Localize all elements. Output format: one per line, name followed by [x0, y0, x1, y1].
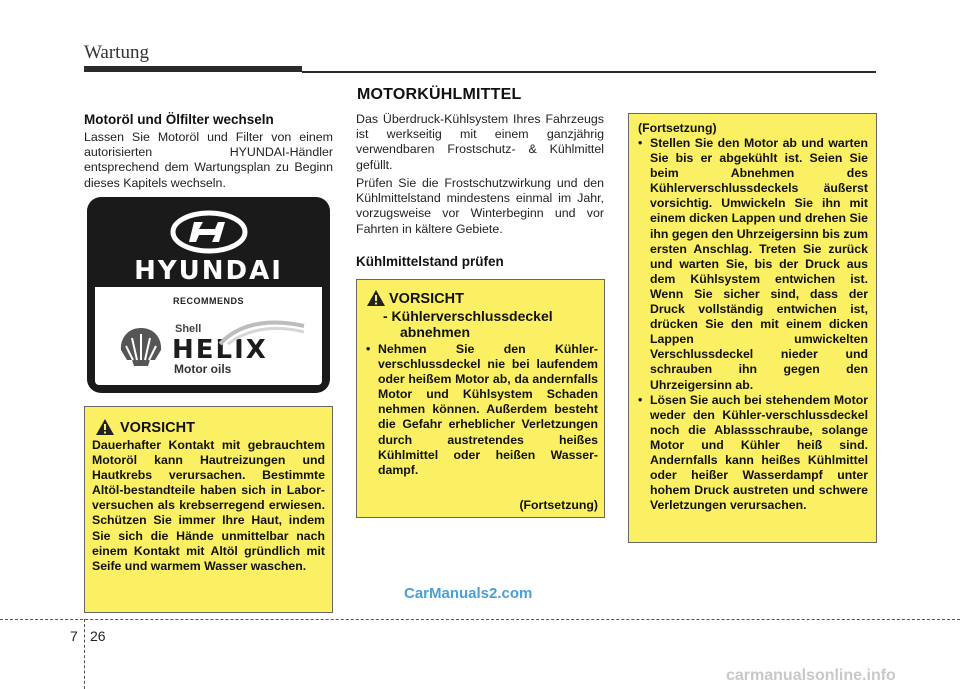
radiator-warning-subtitle-line1: - Kühlerverschlussdeckel — [383, 308, 553, 324]
radiator-warning-list — [366, 342, 598, 478]
radiator-warning-subtitle-line2: abnehmen — [400, 324, 471, 340]
watermark-carmanualsonline: carmanualsonline.info — [726, 667, 896, 684]
header-rule-thin — [302, 71, 876, 73]
recommends-label: RECOMMENDS — [172, 296, 244, 306]
list-item: • Lösen Sie auch bei stehendem Motor weder den Kühler-verschlussdeckel noch die Ablassschraube, solange Motor und Kühler heiß sind. Andernfalls kann heißes Kühlmittel oder heißer Wasserdampf unter hohem Druck austreten und schwere Verletzungen verursachen. — [638, 393, 868, 514]
oil-warning-title: VORSICHT — [120, 420, 195, 436]
hyundai-wordmark: HYUNDAI — [134, 256, 283, 286]
list-item: • Stellen Sie den Motor ab und warten Sie bis er abgekühlt ist. Seien Sie beim Abnehmen des Kühlerverschlussdeckels äußerst vorsichtig. Umwickeln Sie ihn mit einem dicken Lappen und drehen Sie ihn gegen den Uhrzeigersinn bis zum ersten Anschlag. Treten Sie zurück und warten Sie, bis der Druck aus dem Kühlsystem entwichen ist. Wenn Sie sicher sind, dass der Druck vollständig entwichen ist, drücken Sie den mit einem dicken Lappen umwickelten Verschlussdeckel nieder und schrauben ihn gegen den Uhrzeigersinn ab. — [638, 136, 868, 393]
coolant-level-heading: Kühlmittelstand prüfen — [356, 254, 504, 269]
list-item: • Nehmen Sie den Kühler-verschlussdeckel nie bei laufendem oder heißem Motor ab, da andernfalls Motor und Kühlsystem Schaden nehmen können. Außerdem besteht die Gefahr erheblicher Verletzungen durch austretendes heißes Kühlmittel oder heißen Wasser-dampf. — [366, 342, 598, 478]
section-title: Wartung — [84, 42, 149, 63]
warning-triangle-icon — [95, 418, 115, 436]
page-number-divider — [84, 619, 85, 689]
shell-pecten-icon — [118, 326, 164, 368]
radiator-warning-title: VORSICHT — [389, 291, 464, 307]
warning-triangle-icon — [366, 289, 386, 307]
helix-wordmark: HELIX — [172, 335, 268, 365]
continued-label: (Fortsetzung) — [638, 121, 717, 135]
helix-swoosh-icon — [218, 316, 306, 346]
page-number: 26 — [90, 628, 106, 644]
oil-warning-text: Dauerhafter Kontakt mit gebrauchtem Motoröl kann Hautreizungen und Hautkrebs verursachen. Bestimmte Altöl-bestandteile haben sich in Labor-versuchen als krebserregend erwiesen. Schützen Sie immer Ihre Haut, indem Sie sich die Hände unmittelbar nach einem Kontakt mit Altöl gründlich mit Seife und warmem Wasser waschen. — [92, 438, 325, 573]
coolant-intro-paragraph: Das Überdruck-Kühlsystem Ihres Fahrzeugs ist werkseitig mit einem ganzjährig verwendbaren Frostschutz- & Kühlmittel gefüllt. — [356, 112, 604, 172]
footer-rule — [0, 619, 960, 620]
radiator-warning-continued-list — [638, 136, 868, 513]
chapter-number: 7 — [70, 628, 78, 644]
oil-change-paragraph: Lassen Sie Motoröl und Filter von einem autorisierten HYUNDAI-Händler entsprechend dem Wartungsplan zu Beginn dieses Kapitels wechseln. — [84, 130, 333, 190]
watermark-carmanuals2: CarManuals2.com — [404, 585, 533, 602]
shell-label: Shell — [175, 323, 202, 335]
hyundai-emblem-icon — [170, 210, 248, 254]
oil-change-heading: Motoröl und Ölfilter wechseln — [84, 112, 274, 127]
radiator-warning-subtitle — [383, 308, 553, 340]
coolant-check-paragraph: Prüfen Sie die Frostschutzwirkung und den Kühlmittelstand mindestens einmal im Jahr, vorzugsweise vor Winterbeginn und vor Fahrten in kältere Gebiete. — [356, 176, 604, 236]
motor-oils-label: Motor oils — [174, 362, 232, 376]
continued-label: (Fortsetzung) — [519, 498, 598, 512]
header-rule-thick — [84, 66, 302, 72]
chapter-title: MOTORKÜHLMITTEL — [357, 86, 522, 103]
